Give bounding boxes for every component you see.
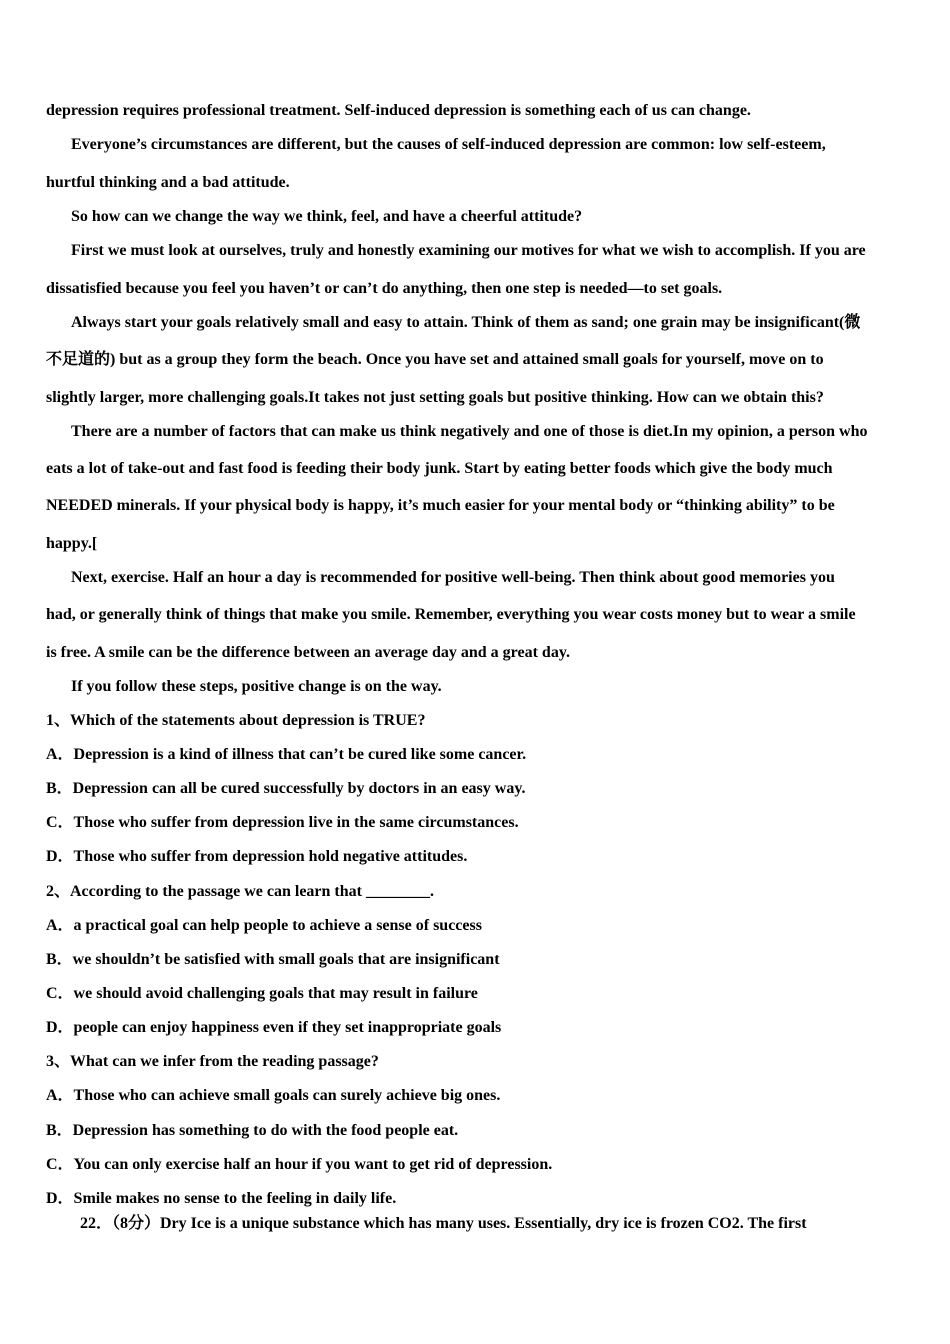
passage-line: NEEDED minerals. If your physical body is happy, it’s much easier for your mental body or “thinking ability” to be bbox=[46, 497, 835, 514]
question-1-option-d[interactable]: D．Those who suffer from depression hold negative attitudes. bbox=[46, 848, 468, 865]
question-3-option-c[interactable]: C．You can only exercise half an hour if you want to get rid of depression. bbox=[46, 1156, 553, 1173]
passage-line: eats a lot of take-out and fast food is feeding their body junk. Start by eating better foods which give the body much bbox=[46, 460, 833, 477]
passage-line: If you follow these steps, positive change is on the way. bbox=[71, 678, 442, 695]
question-2-option-a[interactable]: A．a practical goal can help people to achieve a sense of success bbox=[46, 917, 482, 934]
passage-line: is free. A smile can be the difference between an average day and a great day. bbox=[46, 644, 570, 661]
question-3-option-b[interactable]: B．Depression has something to do with the food people eat. bbox=[46, 1122, 459, 1139]
passage-line: hurtful thinking and a bad attitude. bbox=[46, 174, 290, 191]
passage-line: slightly larger, more challenging goals.It takes not just setting goals but positive thinking. How can we obtain this? bbox=[46, 389, 824, 406]
question-1-stem: 1、Which of the statements about depression is TRUE? bbox=[46, 712, 426, 729]
passage-line: happy.[ bbox=[46, 535, 98, 552]
passage-line: 不足道的) but as a group they form the beach. Once you have set and attained small goals for yourself, move on to bbox=[46, 351, 824, 368]
passage-line: dissatisfied because you feel you haven’t or can’t do anything, then one step is needed—to set goals. bbox=[46, 280, 723, 297]
passage-line: Next, exercise. Half an hour a day is recommended for positive well-being. Then think about good memories you bbox=[71, 569, 835, 586]
question-3-stem: 3、What can we infer from the reading passage? bbox=[46, 1053, 379, 1070]
question-2-option-b[interactable]: B．we shouldn’t be satisfied with small goals that are insignificant bbox=[46, 951, 500, 968]
question-1-option-c[interactable]: C．Those who suffer from depression live in the same circumstances. bbox=[46, 814, 519, 831]
question-3-option-a[interactable]: A．Those who can achieve small goals can surely achieve big ones. bbox=[46, 1087, 501, 1104]
next-question-intro: 22．（8分）Dry Ice is a unique substance which has many uses. Essentially, dry ice is frozen CO2. The first bbox=[80, 1215, 807, 1232]
passage-line: So how can we change the way we think, feel, and have a cheerful attitude? bbox=[71, 208, 583, 225]
question-2-option-d[interactable]: D．people can enjoy happiness even if they set inappropriate goals bbox=[46, 1019, 502, 1036]
passage-line: had, or generally think of things that make you smile. Remember, everything you wear costs money but to wear a smile bbox=[46, 606, 856, 623]
question-1-option-a[interactable]: A．Depression is a kind of illness that can’t be cured like some cancer. bbox=[46, 746, 527, 763]
passage-line: depression requires professional treatment. Self-induced depression is something each of us can change. bbox=[46, 102, 751, 119]
question-2-stem: 2、According to the passage we can learn that ________. bbox=[46, 883, 434, 900]
question-3-option-d[interactable]: D．Smile makes no sense to the feeling in daily life. bbox=[46, 1190, 397, 1207]
passage-line: There are a number of factors that can make us think negatively and one of those is diet.In my opinion, a person who bbox=[71, 423, 868, 440]
passage-line: First we must look at ourselves, truly and honestly examining our motives for what we wish to accomplish. If you are bbox=[71, 242, 866, 259]
passage-line: Always start your goals relatively small and easy to attain. Think of them as sand; one grain may be insignificant(微 bbox=[71, 314, 861, 331]
question-2-option-c[interactable]: C．we should avoid challenging goals that may result in failure bbox=[46, 985, 478, 1002]
passage-line: Everyone’s circumstances are different, but the causes of self-induced depression are common: low self-esteem, bbox=[71, 136, 826, 153]
question-1-option-b[interactable]: B．Depression can all be cured successfully by doctors in an easy way. bbox=[46, 780, 526, 797]
